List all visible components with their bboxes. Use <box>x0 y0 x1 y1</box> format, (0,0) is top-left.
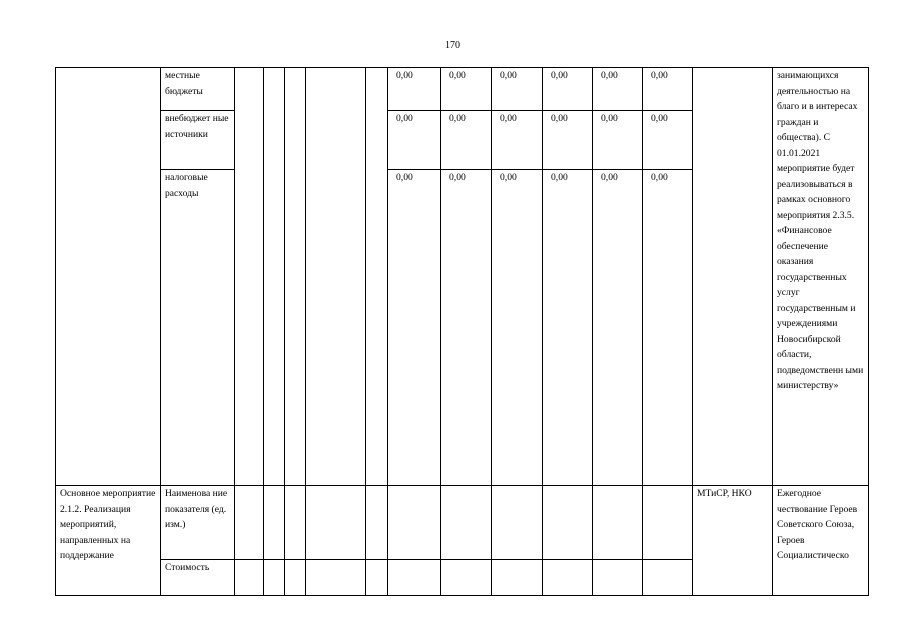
value-cell: 0,00 <box>593 111 643 170</box>
value-cell: 0,00 <box>543 111 593 170</box>
indicator-name-cell: Наименова ние показателя (ед. изм.) <box>161 486 235 560</box>
value-cell: 0,00 <box>543 170 593 486</box>
value-cell: 0,00 <box>388 68 441 111</box>
value-cell: 0,00 <box>543 68 593 111</box>
measure-cell: Основное мероприятие 2.1.2. Реализация мероприятий, направленных на поддержание <box>56 486 161 596</box>
value-cell: 0,00 <box>441 111 492 170</box>
cost-cell: Стоимость <box>161 560 235 596</box>
value-cell: 0,00 <box>492 111 543 170</box>
note-cell: Ежегодное чествование Героев Советского Союза, Героев Социалистическо <box>773 486 869 596</box>
source-cell: налоговые расходы <box>161 170 235 486</box>
executor-cell-empty <box>693 68 773 486</box>
value-cell: 0,00 <box>492 68 543 111</box>
executor-cell: МТиСР, НКО <box>693 486 773 596</box>
source-cell: местные бюджеты <box>161 68 235 111</box>
value-cell: 0,00 <box>643 111 693 170</box>
value-cell: 0,00 <box>643 68 693 111</box>
budget-table <box>55 67 869 596</box>
value-cell: 0,00 <box>388 111 441 170</box>
value-cell: 0,00 <box>593 170 643 486</box>
value-cell: 0,00 <box>492 170 543 486</box>
value-cell: 0,00 <box>593 68 643 111</box>
measure-cell-empty <box>56 68 161 486</box>
value-cell: 0,00 <box>643 170 693 486</box>
table-row <box>56 68 869 111</box>
source-cell: внебюджет ные источники <box>161 111 235 170</box>
page-number: 170 <box>445 40 460 51</box>
value-cell: 0,00 <box>441 170 492 486</box>
note-cell: занимающихся деятельностью на благо и в интересах граждан и общества). С 01.01.2021 мероприятие будет реализовываться в рамках основного мероприятия 2.3.5. «Финансовое обеспечение оказания государственных услуг государственным и учреждениями Новосибирской области, подведомственн ыми министерству» <box>773 68 869 486</box>
value-cell: 0,00 <box>441 68 492 111</box>
value-cell: 0,00 <box>388 170 441 486</box>
table-row <box>56 486 869 560</box>
